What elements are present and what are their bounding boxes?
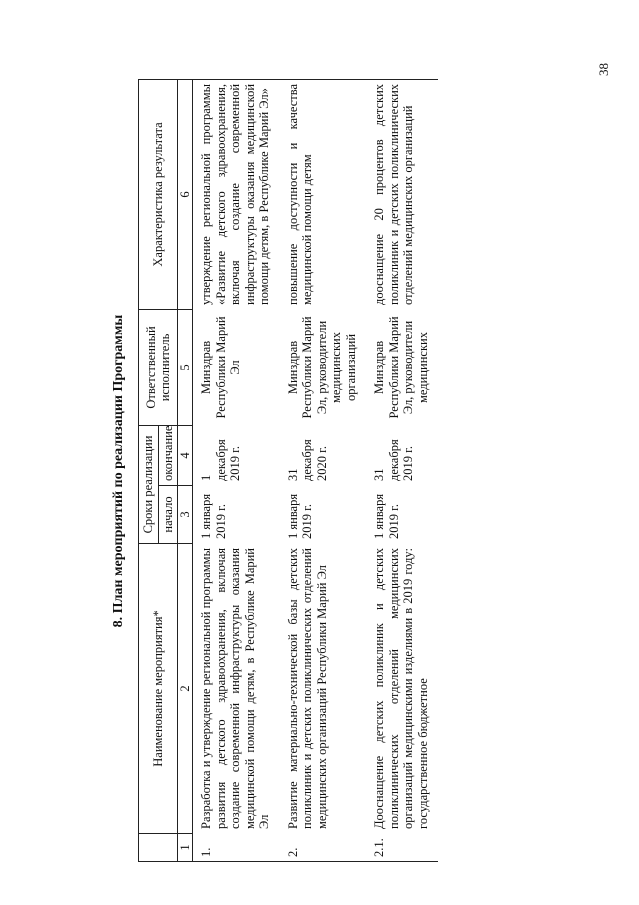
result-description: повышение доступности и качества медицинской помощи детям bbox=[280, 79, 367, 309]
activity-name: Дооснащение детских поликлиник и детских поликлинических отделений медицинских организаций медицинскими изделиями в 2019 году: государственное бюджетное bbox=[366, 544, 438, 834]
column-number: 5 bbox=[178, 309, 193, 425]
result-description: дооснащение 20 процентов детских поликлиник и детских поликлинических отделений медицинских организаций bbox=[366, 79, 438, 309]
start-date: 1 января 2019 г. bbox=[280, 486, 367, 544]
activity-name: Разработка и утверждение региональной программы развития детского здравоохранения, включая создание современной инфраструктуры оказания медицинской помощи детям, в Республике Марий Эл bbox=[193, 544, 280, 834]
header-period: Сроки реализации bbox=[139, 425, 159, 543]
responsible-party: Минздрав Республики Марий Эл bbox=[193, 309, 280, 425]
activity-name: Развитие материально-технической базы детских поликлиник и детских поликлинических отделений медицинских организаций Республики Марий Эл bbox=[280, 544, 367, 834]
header-activity-name: Наименование мероприятия* bbox=[139, 544, 178, 834]
header-end: окончание bbox=[158, 425, 178, 485]
row-number: 2.1. bbox=[366, 834, 438, 862]
column-number: 2 bbox=[178, 544, 193, 834]
column-number: 4 bbox=[178, 425, 193, 485]
header-col-1 bbox=[139, 834, 178, 862]
column-number: 6 bbox=[178, 79, 193, 309]
section-title: 8. План мероприятий по реализации Программы bbox=[111, 314, 126, 628]
end-date: 31 декабря 2020 г. bbox=[280, 425, 367, 485]
header-result: Характеристика результата bbox=[139, 79, 178, 309]
end-date: 31 декабря 2019 г. bbox=[366, 425, 438, 485]
table-row bbox=[280, 79, 367, 861]
column-number: 3 bbox=[178, 486, 193, 544]
table-row bbox=[366, 79, 438, 861]
header-row bbox=[139, 79, 159, 861]
start-date: 1 января 2019 г. bbox=[193, 486, 280, 544]
result-description: утверждение региональной программы «Развитие детского здравоохранения, включая создание современной инфраструктуры оказания медицинской помощи детям, в Республике Марий Эл» bbox=[193, 79, 280, 309]
header-start: начало bbox=[158, 486, 178, 544]
column-number: 1 bbox=[178, 834, 193, 862]
responsible-party: Минздрав Республики Марий Эл, руководители медицинских bbox=[366, 309, 438, 425]
rotated-page-content bbox=[108, 80, 554, 862]
header-responsible: Ответственный исполнитель bbox=[139, 309, 178, 425]
column-number-row bbox=[178, 79, 193, 861]
action-plan-table bbox=[138, 79, 438, 862]
page-number: 38 bbox=[596, 63, 611, 76]
end-date: 1 декабря 2019 г. bbox=[193, 425, 280, 485]
row-number: 2. bbox=[280, 834, 367, 862]
table-row bbox=[193, 79, 280, 861]
responsible-party: Минздрав Республики Марий Эл, руководители медицинских организаций bbox=[280, 309, 367, 425]
row-number: 1. bbox=[193, 834, 280, 862]
start-date: 1 января 2019 г. bbox=[366, 486, 438, 544]
